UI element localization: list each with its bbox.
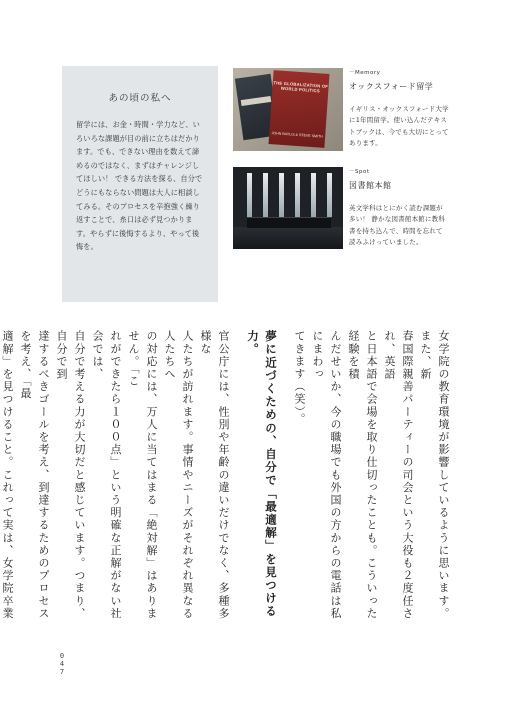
photo-book-cover bbox=[268, 70, 329, 148]
article-line: 自分で考える力が大切だと感じています。つまり、自分で到 bbox=[55, 330, 86, 620]
library-window bbox=[247, 173, 252, 217]
article-line: 適解」を見つけること。これって実は、女学院卒業 bbox=[1, 330, 14, 620]
article-line: てきます（笑）。 bbox=[293, 330, 306, 426]
oxford-textbook-photo bbox=[233, 68, 343, 151]
article-heading: 夢に近づくための、自分で「最適解」を見つける力。 bbox=[246, 330, 278, 619]
page-number bbox=[56, 652, 68, 676]
message-box bbox=[62, 66, 218, 302]
message-box-title: あの頃の私へ bbox=[108, 93, 172, 104]
article-line: れができたら１００点」という明確な正解がない社会では、 bbox=[91, 330, 122, 620]
library-photo bbox=[233, 167, 343, 249]
library-window bbox=[263, 173, 268, 217]
photo-book-authors: JOHN BAYLIS & STEVE SMITH bbox=[271, 130, 324, 139]
memory-body: イギリス・オックスフォード大学に1年間留学。使い込んだテキストブックは、今でも大切にとってあります。 bbox=[349, 105, 449, 147]
message-box-body: 留学には、お金・時間・学力など、いろいろな課題が目の前に立ちはだかります。でも、できない理由を数えて諦めるのではなく、まずはチャレンジしてほしい！ できる方法を探る、自分でどうにもならない問題は大人に相談してみる。そのプロセスを辛抱強く繰り返すことで、糸口は必ず見つかります。やらずに後悔するより、やって後悔を。 bbox=[76, 120, 203, 252]
library-table bbox=[247, 217, 331, 228]
article-line: 女学院の教育環境が影響しているように思います。また、新 bbox=[419, 330, 450, 620]
spot-title: 図書館本館 bbox=[349, 181, 392, 190]
article-line: の対応には、万人に当てはまる「絶対解」はありません。「こ bbox=[127, 330, 158, 620]
library-window bbox=[279, 173, 284, 217]
library-floor bbox=[233, 227, 343, 249]
article-body bbox=[1, 330, 452, 625]
library-window bbox=[311, 173, 316, 217]
page-number-text: 0 4 7 bbox=[59, 652, 65, 676]
spot-label: －Spot bbox=[349, 169, 370, 175]
memory-label: －Memory bbox=[349, 70, 381, 76]
article-line: と日本語で会場を取り仕切ったことも。こういった経験を積 bbox=[347, 330, 378, 620]
article-line: んだせいか、今の職場でも外国の方からの電話は私にまわっ bbox=[311, 330, 342, 620]
memory-caption bbox=[349, 68, 449, 149]
memory-title: オックスフォード留学 bbox=[349, 82, 434, 91]
library-window bbox=[295, 173, 300, 217]
article-line: 官公庁には、性別や年齢の違いだけでなく、多種多様な bbox=[199, 330, 230, 620]
photo-book-title: THE GLOBALIZATION OF WORLD POLITICS bbox=[273, 80, 329, 94]
spot-body: 英文学科はとにかく読む課題が多い！ 静かな図書館本館に教科書を持ち込んで、時間を忘れて読みふけっていました。 bbox=[349, 204, 446, 246]
article-line: 達するべきゴールを考え、到達するためのプロセスを考え、「最 bbox=[19, 330, 50, 620]
article-line: 春国際親善パーティーの司会という大役も２度任され、英語 bbox=[383, 330, 414, 620]
library-window bbox=[327, 173, 332, 217]
article-line: 人たちが訪れます。事情やニーズがそれぞれ異なる人たちへ bbox=[163, 330, 194, 620]
spot-caption bbox=[349, 167, 449, 248]
